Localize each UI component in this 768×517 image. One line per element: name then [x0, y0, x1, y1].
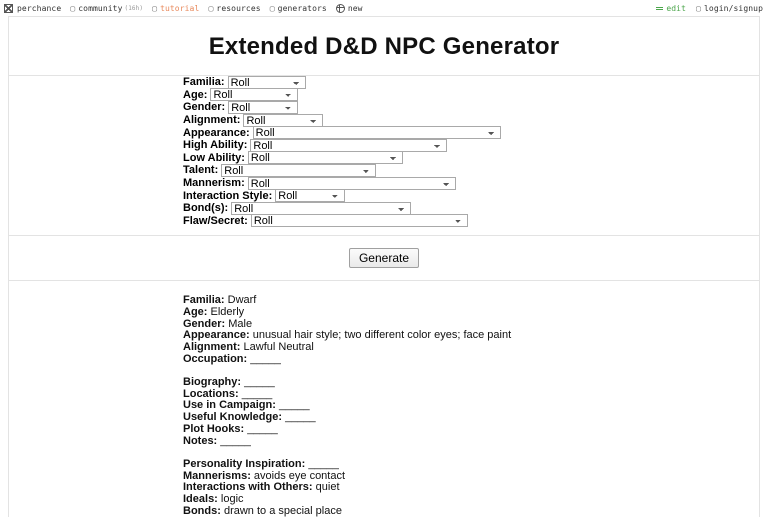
select-bond-s[interactable] [231, 202, 411, 215]
form-row [183, 202, 759, 215]
form-label: Low Ability: [183, 151, 245, 164]
result-value: _____ [285, 411, 316, 424]
nav-label-tutorial: tutorial [160, 3, 200, 13]
form-label: Familia: [183, 76, 225, 89]
select-gender[interactable] [228, 101, 298, 114]
result-label: Alignment: [183, 340, 241, 353]
nav-item-perchance[interactable] [4, 4, 61, 13]
book-icon: ▢ [696, 3, 701, 13]
result-value: quiet [315, 481, 340, 494]
form-label: Interaction Style: [183, 189, 273, 202]
result-value: _____ [278, 399, 310, 412]
nav-label-new: new [347, 3, 363, 13]
form-row [183, 189, 759, 202]
form-row [183, 152, 759, 165]
result-line [183, 424, 759, 436]
npc-results-output [9, 281, 759, 517]
top-nav-right-group [646, 4, 763, 13]
select-interaction-style[interactable] [275, 189, 345, 202]
select-high-ability[interactable] [250, 139, 447, 152]
form-label: Gender: [183, 101, 226, 114]
nav-label-community: community [78, 3, 123, 13]
community-badge: (16h) [124, 4, 144, 12]
nav-item-new[interactable] [336, 4, 363, 13]
result-value: Elderly [210, 305, 245, 318]
result-line [183, 436, 759, 448]
result-label: Familia: [183, 294, 225, 307]
result-value: _____ [220, 434, 251, 447]
result-line [183, 482, 759, 494]
result-value: avoids eye contact [253, 469, 346, 482]
result-label: Mannerisms: [183, 469, 251, 482]
book-icon: ▢ [269, 3, 275, 13]
result-label: Use in Campaign: [183, 399, 276, 412]
form-label: Talent: [183, 164, 219, 177]
select-flaw-secret[interactable] [251, 214, 468, 227]
result-label: Biography: [183, 376, 242, 389]
select-familia[interactable] [228, 76, 306, 89]
form-label: Appearance: [183, 126, 250, 139]
result-value: unusual hair style; two different color eyes; face paint [252, 329, 512, 342]
nav-item-resources[interactable] [208, 4, 260, 13]
nav-item-login-signup[interactable] [696, 4, 763, 13]
generate-section [9, 236, 759, 280]
result-value: Male [228, 317, 253, 330]
result-label: Personality Inspiration: [183, 457, 306, 470]
nav-label-resources: resources [216, 3, 261, 13]
select-alignment[interactable] [243, 114, 323, 127]
result-label: Interactions with Others: [183, 481, 313, 494]
nav-label-generators: generators [277, 3, 327, 13]
result-value: _____ [241, 387, 273, 400]
nav-item-tutorial[interactable] [152, 4, 199, 13]
form-row [183, 177, 759, 190]
form-row [183, 215, 759, 228]
form-row [183, 114, 759, 127]
result-label: Ideals: [183, 493, 218, 506]
select-appearance[interactable] [253, 126, 501, 139]
page-title: Extended D&D NPC Generator [208, 33, 560, 60]
result-value: Dwarf [227, 294, 257, 307]
result-value: _____ [244, 376, 275, 389]
result-line [183, 307, 759, 319]
book-icon: ▢ [208, 3, 214, 13]
result-line [183, 506, 759, 517]
npc-options-form [9, 76, 759, 235]
form-row [183, 126, 759, 139]
generate-button[interactable]: Generate [349, 248, 419, 268]
result-value: _____ [247, 422, 278, 435]
select-mannerism[interactable] [248, 177, 456, 190]
form-label: Mannerism: [183, 177, 245, 190]
form-row [183, 101, 759, 114]
form-row [183, 89, 759, 102]
form-label: Bond(s): [183, 202, 229, 215]
top-navigation-bar [0, 0, 768, 16]
form-row [183, 76, 759, 89]
perchance-logo-icon [4, 4, 13, 13]
nav-item-generators[interactable] [270, 4, 327, 13]
form-row [183, 164, 759, 177]
form-label: Flaw/Secret: [183, 214, 248, 227]
form-label: Alignment: [183, 114, 241, 127]
top-nav-left-group [4, 4, 372, 13]
select-talent[interactable] [221, 164, 376, 177]
nav-label-edit: edit [666, 3, 686, 13]
nav-label-login-signup: login/signup [704, 3, 763, 13]
select-age[interactable] [210, 88, 298, 101]
result-value: logic [220, 493, 244, 506]
book-icon: ▢ [152, 3, 158, 13]
nav-item-edit[interactable] [656, 4, 686, 13]
result-label: Notes: [183, 434, 218, 447]
result-label: Useful Knowledge: [183, 411, 283, 424]
nav-label-perchance: perchance [17, 3, 62, 13]
nav-item-community[interactable] [70, 4, 143, 13]
generator-page-container [8, 16, 760, 517]
result-label: Plot Hooks: [183, 422, 245, 435]
form-section [9, 76, 759, 235]
form-label: High Ability: [183, 139, 248, 152]
form-label: Age: [183, 88, 208, 101]
result-label: Age: [183, 305, 208, 318]
result-value: Lawful Neutral [243, 340, 314, 353]
globe-icon [336, 4, 345, 13]
result-label: Occupation: [183, 352, 248, 365]
result-value: _____ [308, 457, 339, 470]
result-label: Appearance: [183, 329, 250, 342]
book-icon: ▢ [70, 3, 76, 13]
form-row [183, 139, 759, 152]
result-label: Bonds: [183, 504, 221, 517]
pencil-icon [656, 7, 663, 10]
select-low-ability[interactable] [248, 151, 403, 164]
result-value: _____ [250, 352, 281, 365]
result-value: drawn to a special place [223, 504, 342, 517]
result-label: Gender: [183, 317, 226, 330]
result-line [183, 354, 759, 366]
result-line [183, 295, 759, 307]
result-label: Locations: [183, 387, 239, 400]
